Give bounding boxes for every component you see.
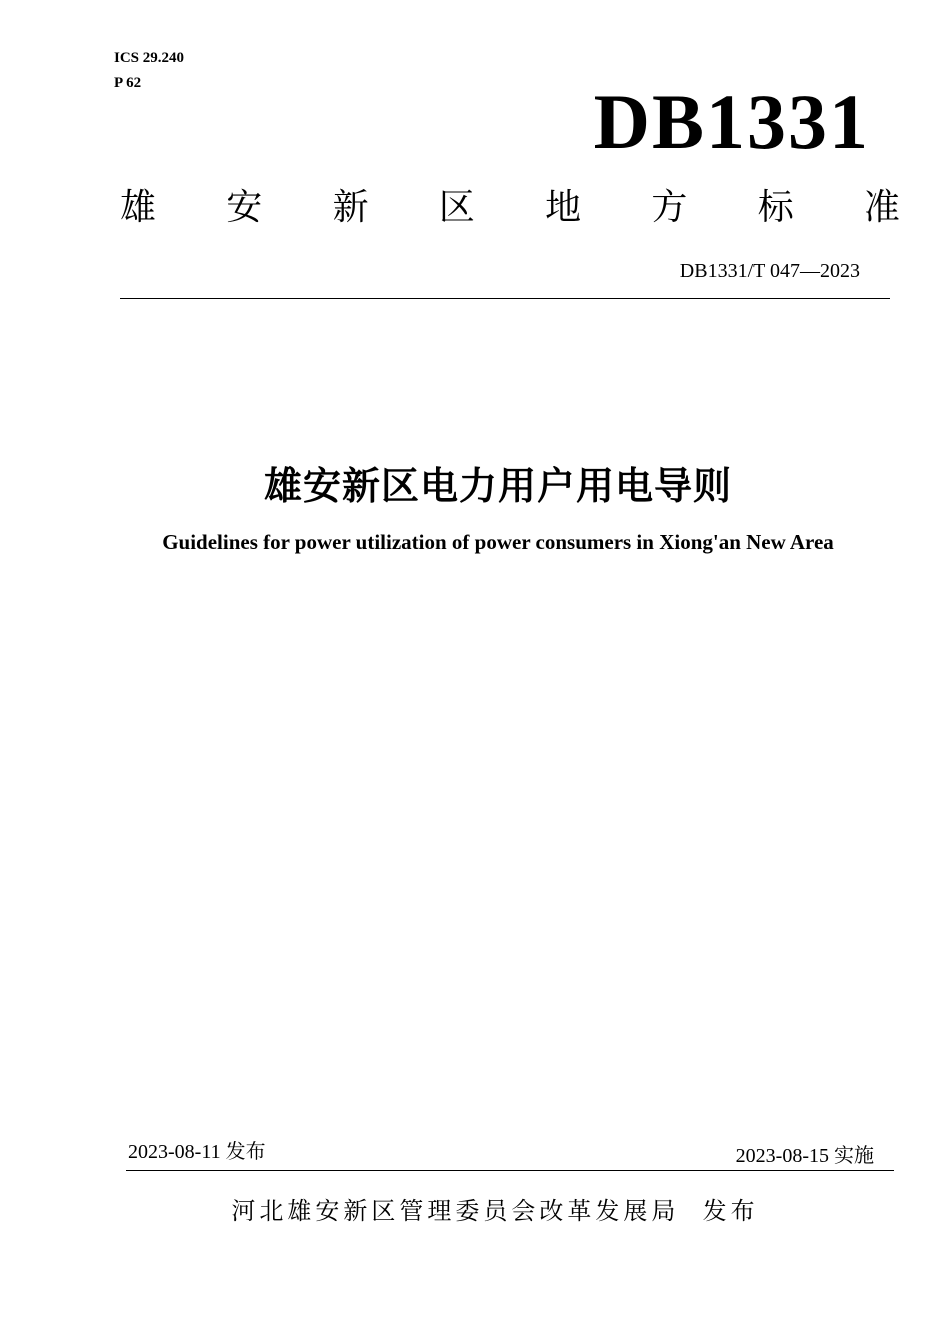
- implement-date-line: [620, 1142, 874, 1169]
- ics-code: ICS 29.240: [114, 50, 185, 66]
- issue-date: 2023-08-11: [128, 1141, 221, 1163]
- title-english: Guidelines for power utilization of power consumers in Xiong'an New Area: [162, 530, 834, 554]
- standard-number: DB1331/T 047—2023: [679, 260, 860, 282]
- issue-label: 发布: [225, 1139, 266, 1163]
- header-divider: [120, 298, 890, 299]
- implement-label: 实施: [834, 1143, 874, 1167]
- standard-type-char: 标: [757, 187, 794, 228]
- ccs-code: P 62: [114, 75, 142, 91]
- standard-type: [120, 184, 900, 232]
- standard-type-char: 新: [332, 187, 369, 228]
- title-chinese: 雄安新区电力用户用电导则: [263, 464, 732, 508]
- implement-date: 2023-08-15: [735, 1145, 829, 1167]
- issue-date-line: [128, 1138, 266, 1165]
- standard-type-char: 安: [226, 187, 263, 228]
- publisher: 河北雄安新区管理委员会改革发展局 发布: [231, 1197, 759, 1225]
- db-code: DB1331: [593, 78, 870, 165]
- standard-type-char: 区: [438, 187, 475, 228]
- footer-divider: [126, 1170, 894, 1171]
- standard-type-char: 雄: [120, 187, 157, 228]
- standard-type-char: 方: [651, 187, 688, 228]
- standard-type-char: 准: [863, 187, 900, 228]
- standard-type-char: 地: [545, 187, 582, 228]
